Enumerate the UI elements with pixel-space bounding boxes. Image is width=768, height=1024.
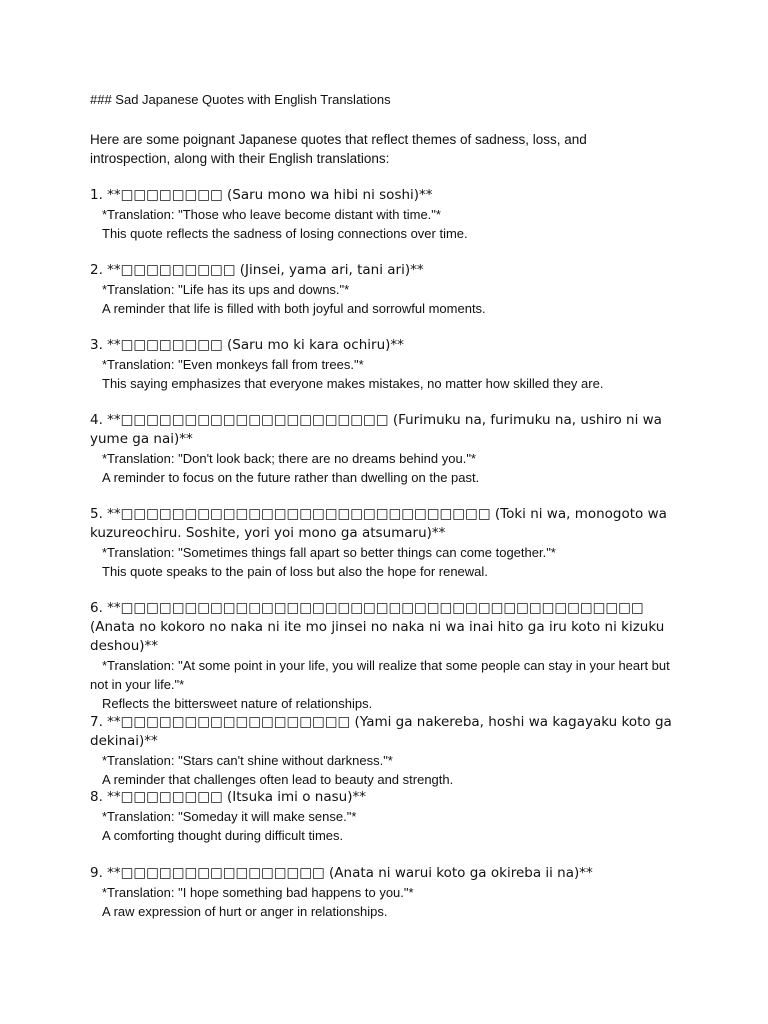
- quote-explanation: This quote speaks to the pain of loss but also the hope for renewal.: [102, 564, 488, 579]
- quote-translation: *Translation: "Stars can't shine without darkness."*: [102, 753, 393, 768]
- quote-translation: *Translation: "Those who leave become distant with time."*: [102, 207, 441, 222]
- quote-translation: *Translation: "At some point in your life, you will realize that some people can stay in your heart but not in your life."*: [90, 658, 670, 692]
- quote-translation: *Translation: "Life has its ups and downs."*: [102, 282, 350, 297]
- quote-japanese: 1. **□□□□□□□□ (Saru mono wa hibi ni soshi)**: [90, 187, 433, 203]
- quote-japanese: 4. **□□□□□□□□□□□□□□□□□□□□□ (Furimuku na, furimuku na, ushiro ni wa yume ga nai)**: [90, 412, 667, 447]
- document-heading: ### Sad Japanese Quotes with English Translations: [90, 92, 391, 107]
- quote-item-1: [90, 186, 690, 243]
- quote-japanese: 8. **□□□□□□□□ (Itsuka imi o nasu)**: [90, 789, 366, 805]
- quote-japanese: 9. **□□□□□□□□□□□□□□□□ (Anata ni warui koto ga okireba ii na)**: [90, 865, 593, 881]
- quote-item-3: [90, 336, 690, 393]
- quote-item-7: [90, 713, 690, 789]
- intro-paragraph: Here are some poignant Japanese quotes that reflect themes of sadness, loss, and introspection, along with their English translations:: [90, 132, 587, 166]
- quote-explanation: Reflects the bittersweet nature of relationships.: [102, 696, 373, 711]
- quote-japanese: 2. **□□□□□□□□□ (Jinsei, yama ari, tani ari)**: [90, 262, 424, 278]
- quote-japanese: 7. **□□□□□□□□□□□□□□□□□□ (Yami ga nakereba, hoshi wa kagayaku koto ga dekinai)**: [90, 714, 677, 749]
- quote-explanation: This quote reflects the sadness of losing connections over time.: [102, 226, 468, 241]
- quote-explanation: A reminder that challenges often lead to beauty and strength.: [102, 772, 454, 787]
- quote-item-2: [90, 261, 690, 318]
- quote-japanese: 5. **□□□□□□□□□□□□□□□□□□□□□□□□□□□□□ (Toki ni wa, monogoto wa kuzureochiru. Soshite, yori yoi mono ga atsumaru)**: [90, 506, 672, 541]
- quote-explanation: A reminder to focus on the future rather than dwelling on the past.: [102, 470, 480, 485]
- quote-japanese: 6. **□□□□□□□□□□□□□□□□□□□□□□□□□□□□□□□□□□□□□□□□□ (Anata no kokoro no naka ni ite mo jinsei no naka ni wa inai hito ga iru koto ni kizuku deshou)**: [90, 600, 669, 654]
- quote-translation: *Translation: "Sometimes things fall apart so better things can come together."*: [102, 545, 556, 560]
- quote-translation: *Translation: "I hope something bad happens to you."*: [102, 885, 414, 900]
- quote-explanation: A raw expression of hurt or anger in relationships.: [102, 904, 388, 919]
- quote-item-9: [90, 864, 690, 921]
- quote-translation: *Translation: "Someday it will make sense."*: [102, 809, 357, 824]
- quote-translation: *Translation: "Don't look back; there are no dreams behind you."*: [102, 451, 476, 466]
- quote-item-5: [90, 505, 690, 581]
- quote-translation: *Translation: "Even monkeys fall from trees."*: [102, 357, 364, 372]
- quote-item-8: [90, 788, 690, 845]
- quote-item-6: [90, 599, 690, 713]
- quote-explanation: This saying emphasizes that everyone makes mistakes, no matter how skilled they are.: [102, 376, 604, 391]
- quote-explanation: A reminder that life is filled with both joyful and sorrowful moments.: [102, 301, 486, 316]
- quote-item-4: [90, 411, 690, 487]
- quote-explanation: A comforting thought during difficult times.: [102, 828, 344, 843]
- quote-japanese: 3. **□□□□□□□□ (Saru mo ki kara ochiru)**: [90, 337, 404, 353]
